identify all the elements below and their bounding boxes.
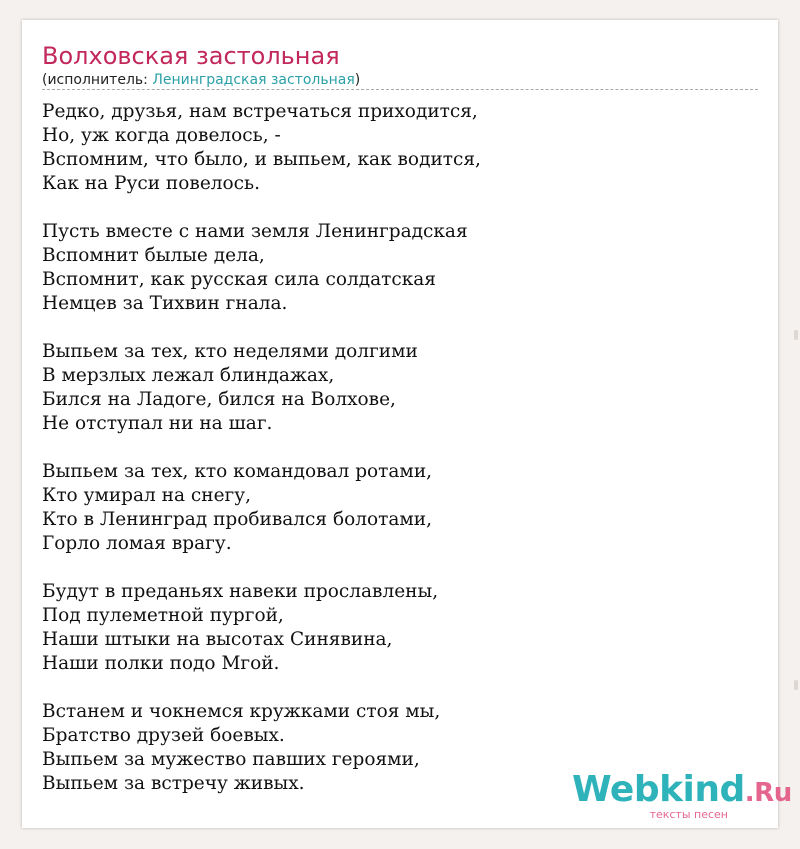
lyric-line: Наши штыки на высотах Синявина, [42,629,393,650]
lyric-line: Немцев за Тихвин гнала. [42,293,288,314]
lyric-line: Как на Руси повелось. [42,173,260,194]
stanza [42,100,752,196]
logo-domain-suffix: .Ru [744,778,792,808]
performer-prefix: (исполнитель: [42,72,153,88]
lyric-line: Под пулеметной пургой, [42,605,284,626]
lyric-line: Кто в Ленинград пробивался болотами, [42,509,432,530]
stanza [42,340,752,436]
lyric-line: Будут в преданьях навеки прославлены, [42,581,439,602]
lyric-line: Братство друзей боевых. [42,725,285,746]
lyric-line: Кто умирал на снегу, [42,485,252,506]
stanza [42,460,752,556]
performer-link[interactable]: Ленинградская застольная [152,72,355,88]
lyric-line: Наши полки подо Мгой. [42,653,280,674]
lyric-line: Но, уж когда довелось, - [42,125,281,146]
lyric-line: В мерзлых лежал блиндажах, [42,365,335,386]
logo-main-text: Webkind [572,769,745,810]
song-title: Волховская застольная [42,42,340,70]
stanza [42,220,752,316]
performer-suffix: ) [354,72,361,88]
lyrics-card [22,20,792,828]
lyric-line: Редко, друзья, нам встречаться приходится, [42,101,478,122]
lyric-line: Выпьем за тех, кто командовал ротами, [42,461,433,482]
edge-decoration [794,680,798,690]
performer-line [42,71,360,89]
lyric-line: Выпьем за мужество павших героями, [42,749,420,770]
title-divider [42,89,758,90]
edge-decoration [794,330,798,340]
lyric-line: Пусть вместе с нами земля Ленинградская [42,221,468,242]
lyric-line: Вспомним, что было, и выпьем, как водится, [42,149,481,170]
lyric-line: Выпьем за встречу живых. [42,773,305,794]
lyric-line: Встанем и чокнемся кружками стоя мы, [42,701,441,722]
stanza [42,580,752,676]
logo-wordmark [572,769,792,811]
lyric-line: Не отступал ни на шаг. [42,413,273,434]
lyrics-body [42,100,752,796]
lyric-line: Горло ломая врагу. [42,533,232,554]
site-logo[interactable] [572,769,792,828]
lyric-line: Выпьем за тех, кто неделями долгими [42,341,418,362]
lyric-line: Бился на Ладоге, бился на Волхове, [42,389,396,410]
logo-tagline: тексты песен [649,808,728,821]
lyric-line: Вспомнит былые дела, [42,245,265,266]
lyric-line: Вспомнит, как русская сила солдатская [42,269,436,290]
